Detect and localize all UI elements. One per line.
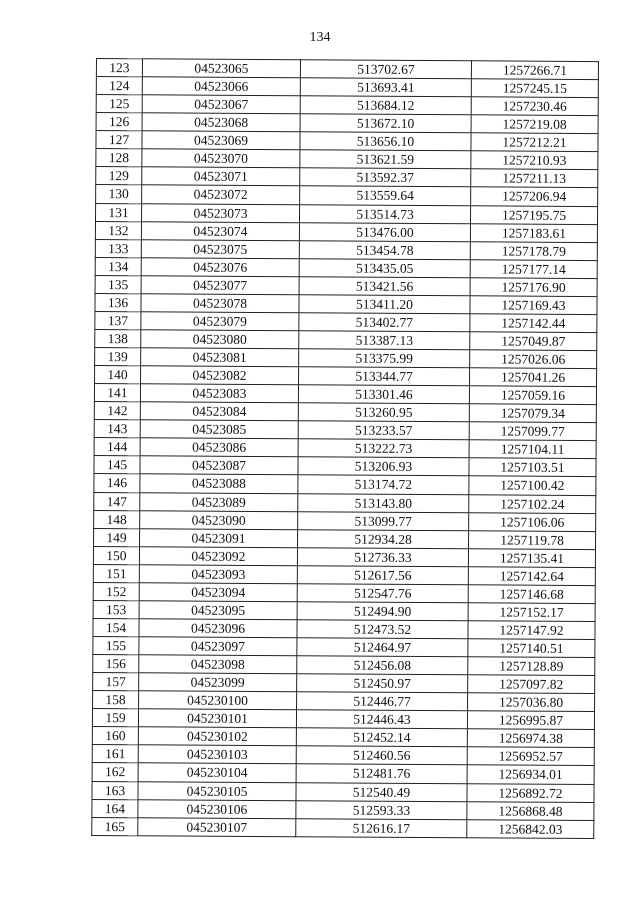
point-id-cell: 045230102: [138, 727, 296, 746]
y-coordinate-cell: 1257147.92: [468, 621, 595, 640]
coordinates-table: [91, 58, 599, 839]
x-coordinate-cell: 513421.56: [299, 276, 470, 295]
point-id-cell: 04523075: [141, 239, 299, 258]
y-coordinate-cell: 1257140.51: [468, 639, 595, 658]
point-id-cell: 04523083: [140, 384, 298, 403]
y-coordinate-cell: 1257183.61: [470, 223, 597, 242]
point-id-cell: 04523090: [140, 510, 298, 529]
y-coordinate-cell: 1257206.94: [471, 187, 598, 206]
row-index-cell: 161: [92, 745, 138, 763]
point-id-cell: 04523068: [142, 113, 300, 132]
row-index-cell: 136: [95, 293, 141, 311]
y-coordinate-cell: 1256842.03: [467, 819, 594, 838]
row-index-cell: 146: [94, 474, 140, 492]
point-id-cell: 04523097: [139, 637, 297, 656]
x-coordinate-cell: 513174.72: [298, 475, 469, 494]
y-coordinate-cell: 1256868.48: [467, 801, 594, 820]
row-index-cell: 128: [96, 149, 142, 167]
point-id-cell: 04523074: [141, 221, 299, 240]
x-coordinate-cell: 512934.28: [298, 529, 469, 548]
y-coordinate-cell: 1257106.06: [469, 512, 596, 531]
row-index-cell: 153: [93, 600, 139, 618]
x-coordinate-cell: 513672.10: [300, 114, 471, 133]
x-coordinate-cell: 513656.10: [300, 132, 471, 151]
point-id-cell: 04523071: [142, 167, 300, 186]
y-coordinate-cell: 1257146.68: [468, 585, 595, 604]
y-coordinate-cell: 1257026.06: [470, 350, 597, 369]
row-index-cell: 152: [93, 582, 139, 600]
row-index-cell: 137: [95, 311, 141, 329]
row-index-cell: 158: [93, 691, 139, 709]
row-index-cell: 160: [92, 727, 138, 745]
point-id-cell: 04523081: [141, 348, 299, 367]
coordinates-table-body: [92, 59, 599, 839]
point-id-cell: 04523085: [140, 420, 298, 439]
y-coordinate-cell: 1257036.80: [468, 693, 595, 712]
x-coordinate-cell: 512547.76: [297, 584, 468, 603]
x-coordinate-cell: 512446.77: [297, 692, 468, 711]
x-coordinate-cell: 512736.33: [297, 547, 468, 566]
point-id-cell: 04523076: [141, 257, 299, 276]
x-coordinate-cell: 513375.99: [299, 349, 470, 368]
x-coordinate-cell: 513702.67: [300, 60, 471, 79]
point-id-cell: 04523069: [142, 131, 300, 150]
point-id-cell: 045230101: [138, 709, 296, 728]
x-coordinate-cell: 512456.08: [297, 656, 468, 675]
point-id-cell: 04523087: [140, 456, 298, 475]
point-id-cell: 04523086: [140, 438, 298, 457]
point-id-cell: 04523070: [142, 149, 300, 168]
row-index-cell: 131: [96, 203, 142, 221]
row-index-cell: 145: [94, 456, 140, 474]
point-id-cell: 04523079: [141, 312, 299, 331]
y-coordinate-cell: 1257211.13: [471, 169, 598, 188]
row-index-cell: 133: [95, 239, 141, 257]
y-coordinate-cell: 1257177.14: [470, 259, 597, 278]
x-coordinate-cell: 513344.77: [299, 367, 470, 386]
row-index-cell: 123: [96, 59, 142, 77]
point-id-cell: 045230105: [138, 781, 296, 800]
row-index-cell: 140: [95, 366, 141, 384]
x-coordinate-cell: 512450.97: [297, 674, 468, 693]
row-index-cell: 159: [92, 709, 138, 727]
row-index-cell: 149: [94, 528, 140, 546]
y-coordinate-cell: 1257104.11: [469, 440, 596, 459]
y-coordinate-cell: 1257041.26: [470, 368, 597, 387]
point-id-cell: 04523095: [139, 601, 297, 620]
row-index-cell: 162: [92, 763, 138, 781]
x-coordinate-cell: 513301.46: [298, 385, 469, 404]
y-coordinate-cell: 1257128.89: [468, 657, 595, 676]
y-coordinate-cell: 1256952.57: [467, 747, 594, 766]
point-id-cell: 04523082: [141, 366, 299, 385]
point-id-cell: 04523094: [139, 583, 297, 602]
point-id-cell: 04523067: [142, 95, 300, 114]
row-index-cell: 156: [93, 655, 139, 673]
row-index-cell: 154: [93, 618, 139, 636]
row-index-cell: 157: [93, 673, 139, 691]
row-index-cell: 130: [96, 185, 142, 203]
y-coordinate-cell: 1257142.44: [470, 314, 597, 333]
row-index-cell: 147: [94, 492, 140, 510]
point-id-cell: 04523088: [140, 474, 298, 493]
row-index-cell: 143: [94, 420, 140, 438]
row-index-cell: 134: [95, 257, 141, 275]
row-index-cell: 165: [92, 817, 138, 835]
y-coordinate-cell: 1257059.16: [469, 386, 596, 405]
x-coordinate-cell: 513514.73: [300, 204, 471, 223]
y-coordinate-cell: 1257099.77: [469, 422, 596, 441]
y-coordinate-cell: 1257245.15: [471, 79, 598, 98]
y-coordinate-cell: 1257100.42: [469, 476, 596, 495]
x-coordinate-cell: 513559.64: [300, 186, 471, 205]
x-coordinate-cell: 512540.49: [296, 782, 467, 801]
row-index-cell: 164: [92, 799, 138, 817]
y-coordinate-cell: 1257178.79: [470, 241, 597, 260]
row-index-cell: 124: [96, 77, 142, 95]
point-id-cell: 04523080: [141, 330, 299, 349]
x-coordinate-cell: 512473.52: [297, 620, 468, 639]
row-index-cell: 163: [92, 781, 138, 799]
x-coordinate-cell: 512617.56: [297, 565, 468, 584]
row-index-cell: 151: [93, 564, 139, 582]
point-id-cell: 04523073: [142, 203, 300, 222]
x-coordinate-cell: 513684.12: [300, 96, 471, 115]
point-id-cell: 04523099: [139, 673, 297, 692]
row-index-cell: 135: [95, 275, 141, 293]
y-coordinate-cell: 1257152.17: [468, 603, 595, 622]
x-coordinate-cell: 512481.76: [296, 764, 467, 783]
x-coordinate-cell: 512616.17: [296, 818, 467, 837]
y-coordinate-cell: 1257169.43: [470, 296, 597, 315]
point-id-cell: 04523092: [139, 546, 297, 565]
y-coordinate-cell: 1257142.64: [468, 567, 595, 586]
row-index-cell: 127: [96, 131, 142, 149]
x-coordinate-cell: 513435.05: [299, 258, 470, 277]
x-coordinate-cell: 513222.73: [298, 439, 469, 458]
row-index-cell: 132: [95, 221, 141, 239]
row-index-cell: 139: [95, 347, 141, 365]
y-coordinate-cell: 1257230.46: [471, 97, 598, 116]
point-id-cell: 045230100: [139, 691, 297, 710]
point-id-cell: 04523065: [142, 59, 300, 78]
x-coordinate-cell: 513260.95: [298, 403, 469, 422]
x-coordinate-cell: 512494.90: [297, 602, 468, 621]
row-index-cell: 125: [96, 95, 142, 113]
row-index-cell: 155: [93, 636, 139, 654]
y-coordinate-cell: 1257210.93: [471, 151, 598, 170]
x-coordinate-cell: 513099.77: [298, 511, 469, 530]
point-id-cell: 045230107: [138, 817, 296, 836]
row-index-cell: 126: [96, 113, 142, 131]
table-row: [92, 817, 594, 838]
y-coordinate-cell: 1257097.82: [468, 675, 595, 694]
y-coordinate-cell: 1256934.01: [467, 765, 594, 784]
row-index-cell: 150: [93, 546, 139, 564]
row-index-cell: 138: [95, 329, 141, 347]
point-id-cell: 045230106: [138, 799, 296, 818]
x-coordinate-cell: 513476.00: [299, 222, 470, 241]
y-coordinate-cell: 1257135.41: [468, 548, 595, 567]
x-coordinate-cell: 513592.37: [300, 168, 471, 187]
point-id-cell: 04523077: [141, 276, 299, 295]
y-coordinate-cell: 1256974.38: [467, 729, 594, 748]
row-index-cell: 129: [96, 167, 142, 185]
y-coordinate-cell: 1257079.34: [469, 404, 596, 423]
y-coordinate-cell: 1257103.51: [469, 458, 596, 477]
y-coordinate-cell: 1257266.71: [471, 61, 598, 80]
point-id-cell: 04523089: [140, 492, 298, 511]
x-coordinate-cell: 513233.57: [298, 421, 469, 440]
point-id-cell: 04523098: [139, 655, 297, 674]
x-coordinate-cell: 512593.33: [296, 800, 467, 819]
y-coordinate-cell: 1257119.78: [469, 530, 596, 549]
y-coordinate-cell: 1257219.08: [471, 115, 598, 134]
point-id-cell: 045230103: [138, 745, 296, 764]
x-coordinate-cell: 513411.20: [299, 295, 470, 314]
point-id-cell: 045230104: [138, 763, 296, 782]
x-coordinate-cell: 513143.80: [298, 493, 469, 512]
x-coordinate-cell: 512452.14: [296, 728, 467, 747]
y-coordinate-cell: 1257212.21: [471, 133, 598, 152]
x-coordinate-cell: 513387.13: [299, 331, 470, 350]
point-id-cell: 04523093: [139, 565, 297, 584]
coordinates-table-wrapper: [91, 58, 598, 839]
page-number: 134: [309, 30, 331, 45]
row-index-cell: 141: [94, 384, 140, 402]
x-coordinate-cell: 513402.77: [299, 313, 470, 332]
y-coordinate-cell: 1257049.87: [470, 332, 597, 351]
x-coordinate-cell: 513206.93: [298, 457, 469, 476]
row-index-cell: 148: [94, 510, 140, 528]
y-coordinate-cell: 1257195.75: [470, 205, 597, 224]
row-index-cell: 144: [94, 438, 140, 456]
y-coordinate-cell: 1256892.72: [467, 783, 594, 802]
y-coordinate-cell: 1257102.24: [469, 494, 596, 513]
x-coordinate-cell: 512446.43: [296, 710, 467, 729]
point-id-cell: 04523078: [141, 294, 299, 313]
x-coordinate-cell: 513454.78: [299, 240, 470, 259]
point-id-cell: 04523096: [139, 619, 297, 638]
x-coordinate-cell: 512460.56: [296, 746, 467, 765]
x-coordinate-cell: 512464.97: [297, 638, 468, 657]
x-coordinate-cell: 513693.41: [300, 78, 471, 97]
row-index-cell: 142: [94, 402, 140, 420]
point-id-cell: 04523066: [142, 77, 300, 96]
y-coordinate-cell: 1256995.87: [467, 711, 594, 730]
point-id-cell: 04523072: [142, 185, 300, 204]
point-id-cell: 04523091: [140, 528, 298, 547]
x-coordinate-cell: 513621.59: [300, 150, 471, 169]
point-id-cell: 04523084: [140, 402, 298, 421]
y-coordinate-cell: 1257176.90: [470, 278, 597, 297]
